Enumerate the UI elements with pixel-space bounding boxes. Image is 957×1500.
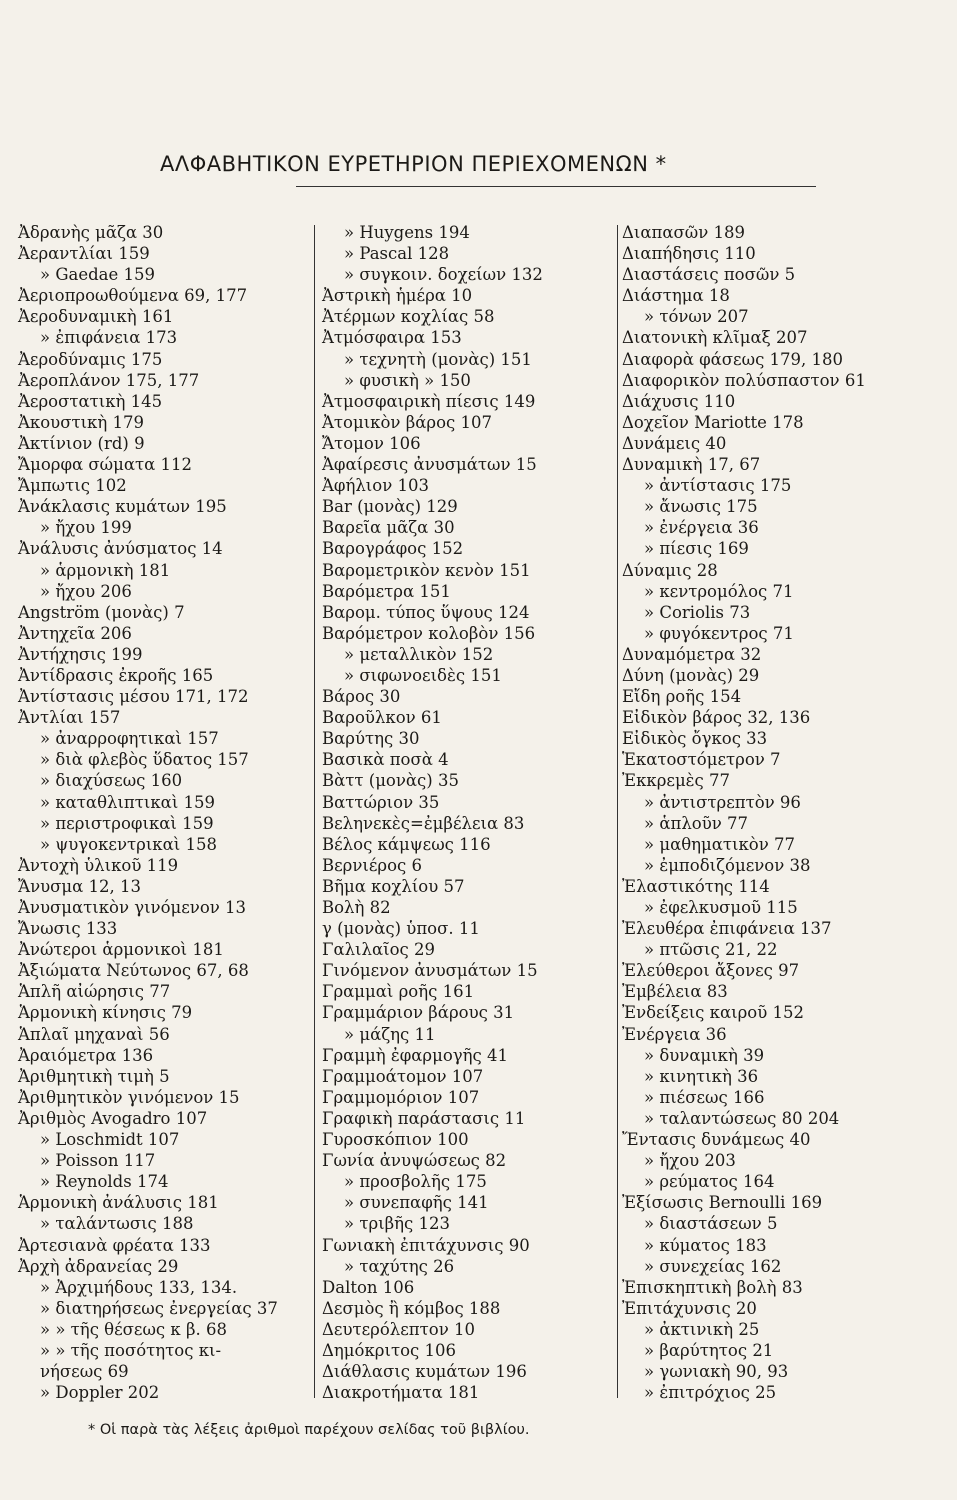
index-entry: Δευτερόλεπτον 10 — [322, 1319, 475, 1339]
index-entry: Ἀστρικὴ ἡμέρα 10 — [322, 286, 473, 306]
index-entry: » διατηρήσεως ἐνεργείας 37 — [40, 1298, 278, 1318]
index-entry: Ἐμβέλεια 83 — [622, 982, 728, 1002]
index-entry: Δοχεῖον Mariotte 178 — [622, 412, 804, 432]
index-entry: Ἀντίστασις μέσου 171, 172 — [18, 687, 249, 707]
index-entry: Ἐξίσωσις Bernoulli 169 — [622, 1193, 823, 1213]
index-entry: » » τῆς θέσεως κ β. 68 — [40, 1319, 227, 1339]
index-entry: Ἀνάλυσις ἀνύσματος 14 — [18, 539, 223, 559]
index-entry: Ἐκκρεμὲς 77 — [622, 771, 731, 791]
index-entry: Βασικὰ ποσὰ 4 — [322, 750, 449, 770]
index-entry: » Reynolds 174 — [40, 1172, 169, 1192]
index-entry: Ἀνυσματικὸν γινόμενον 13 — [18, 898, 247, 917]
index-entry: Διατονικὴ κλῖμαξ 207 — [622, 328, 808, 348]
index-entry: Ἀριθμητικὸν γινόμενον 15 — [18, 1087, 240, 1107]
index-entry: Ἀντοχὴ ὑλικοῦ 119 — [18, 855, 179, 875]
index-entry: γ (μονὰς) ὑποσ. 11 — [322, 919, 480, 939]
title-rule — [296, 186, 816, 187]
index-entry: » Coriolis 73 — [644, 602, 751, 622]
index-entry: Δεσμὸς ἢ κόμβος 188 — [322, 1298, 501, 1318]
index-entry: » φυγόκεντρος 71 — [644, 623, 794, 643]
index-entry: Ἀτμοσφαιρικὴ πίεσις 149 — [322, 391, 536, 411]
index-entry: Ἔντασις δυνάμεως 40 — [622, 1130, 811, 1150]
index-entry: Ἀτομικὸν βάρος 107 — [322, 412, 492, 432]
index-entry: Ἄνωσις 133 — [18, 919, 118, 939]
index-entry: » συγκοιν. δοχείων 132 — [344, 265, 543, 285]
index-entry: » πτῶσις 21, 22 — [644, 940, 778, 960]
index-entry: » διαστάσεων 5 — [644, 1214, 778, 1234]
index-entry: Διαπήδησις 110 — [622, 244, 756, 264]
index-entry: » διαχύσεως 160 — [40, 771, 183, 791]
index-entry: » πίεσις 169 — [644, 539, 749, 559]
index-entry: » ἤχου 199 — [40, 518, 132, 538]
index-entry: Ἐπισκηπτικὴ βολὴ 83 — [622, 1277, 803, 1297]
index-entry: Βάρος 30 — [322, 687, 401, 707]
index-entry: » ταχύτης 26 — [344, 1256, 455, 1276]
index-entry: Ἀεροδύναμις 175 — [18, 349, 163, 369]
index-entry: Ἀραιόμετρα 136 — [18, 1045, 154, 1065]
index-entry: Βαρόμετρον κολοβὸν 156 — [322, 623, 536, 643]
index-entry: Διαστάσεις ποσῶν 5 — [622, 265, 796, 285]
index-entry: Δυνάμεις 40 — [622, 433, 727, 453]
index-entry: » ἤχου 203 — [644, 1151, 736, 1171]
index-entry: » τεχνητὴ (μονὰς) 151 — [344, 349, 532, 369]
index-entry: Ἀτμόσφαιρα 153 — [322, 328, 462, 348]
index-entry: Δυναμόμετρα 32 — [622, 644, 762, 664]
index-entry: Ἀεριοπροωθούμενα 69, 177 — [18, 286, 248, 306]
column-divider — [617, 225, 618, 1398]
index-entry: Ἀκτίνιον (rd) 9 — [18, 433, 145, 453]
index-entry: » μαθηματικὸν 77 — [644, 834, 796, 854]
index-entry: » βαρύτητος 21 — [644, 1340, 774, 1360]
index-entry: Ἐπιτάχυνσις 20 — [622, 1298, 757, 1318]
index-entry: Γαλιλαῖος 29 — [322, 940, 436, 960]
index-entry: » Ἀρχιμήδους 133, 134. — [40, 1277, 238, 1297]
index-entry: » συνεχείας 162 — [644, 1256, 782, 1276]
index-entry: Γινόμενον ἀνυσμάτων 15 — [322, 961, 538, 981]
index-entry: Εἴδη ροῆς 154 — [622, 687, 742, 707]
index-entry: Ἀριθμητικὴ τιμὴ 5 — [18, 1066, 170, 1086]
index-entry: Ἁρμονικὴ κίνησις 79 — [18, 1003, 193, 1023]
index-entry: » σιφωνοειδὲς 151 — [344, 665, 502, 685]
index-entry: » » τῆς ποσότητος κι- — [40, 1340, 222, 1360]
index-entry: » γωνιακὴ 90, 93 — [644, 1362, 789, 1382]
index-entry: Βαρομ. τύπος ὕψους 124 — [322, 602, 530, 622]
index-entry: Διάθλασις κυμάτων 196 — [322, 1362, 527, 1382]
index-entry: Ἀρτεσιανὰ φρέατα 133 — [18, 1235, 211, 1255]
index-entry: » κύματος 183 — [644, 1235, 767, 1255]
index-entry: Ἑκατοστόμετρον 7 — [622, 750, 781, 770]
index-entry: Bar (μονὰς) 129 — [322, 497, 458, 517]
index-entry: Ἐνέργεια 36 — [622, 1024, 727, 1044]
index-entry: Ἀντίδρασις ἐκροῆς 165 — [18, 665, 214, 685]
index-entry: Εἰδικὸν βάρος 32, 136 — [622, 708, 811, 728]
index-entry: Ἐλευθέρα ἐπιφάνεια 137 — [622, 919, 832, 939]
index-entry: Ἀξιώματα Νεύτωνος 67, 68 — [18, 961, 249, 981]
index-entry: Βέλος κάμψεως 116 — [322, 834, 491, 854]
index-entry: » κεντρομόλος 71 — [644, 581, 794, 601]
index-entry: Ἀεροστατικὴ 145 — [18, 391, 163, 411]
index-entry: » προσβολῆς 175 — [344, 1172, 487, 1192]
index-entry: » Gaedae 159 — [40, 265, 156, 285]
index-entry: » ἐπιφάνεια 173 — [40, 328, 178, 348]
index-entry: Βαρεῖα μᾶζα 30 — [322, 518, 455, 538]
index-entry: » ἐμποδιζόμενον 38 — [644, 855, 811, 875]
index-entry: Βὰττ (μονὰς) 35 — [322, 771, 459, 791]
index-entry: Βερνιέρος 6 — [322, 855, 423, 875]
index-entry: » Poisson 117 — [40, 1151, 156, 1171]
index-entry: Γυροσκόπιον 100 — [322, 1130, 469, 1150]
index-entry: » Loschmidt 107 — [40, 1130, 180, 1150]
index-column-1 — [18, 222, 318, 1403]
index-entry: Διαφορὰ φάσεως 179, 180 — [622, 349, 844, 369]
index-entry: » ἀντιστρεπτὸν 96 — [644, 792, 801, 812]
index-entry: » ἐπιτρόχιος 25 — [644, 1383, 777, 1403]
index-entry: Ἄνυσμα 12, 13 — [18, 876, 142, 896]
index-entry: Γραμμαὶ ροῆς 161 — [322, 982, 475, 1002]
index-entry: Γραμμάριον βάρους 31 — [322, 1003, 515, 1023]
index-entry: Ἀκουστικὴ 179 — [18, 412, 144, 432]
index-entry: Ἐλαστικότης 114 — [622, 876, 770, 896]
index-entry: Ἀριθμὸς Avogadro 107 — [18, 1108, 208, 1128]
index-entry: Βαττώριον 35 — [322, 792, 440, 812]
index-entry: » συνεπαφῆς 141 — [344, 1193, 489, 1213]
index-entry: Ἁπλῆ αἰώρησις 77 — [18, 982, 171, 1002]
index-entry: » ψυγοκεντρικαὶ 158 — [40, 834, 217, 854]
index-entry: Βαρογράφος 152 — [322, 539, 464, 559]
index-entry: Βεληνεκὲς=ἐμβέλεια 83 — [322, 813, 525, 833]
index-entry: Ἀδρανὴς μᾶζα 30 — [18, 223, 164, 242]
index-entry: » φυσικὴ » 150 — [344, 370, 471, 390]
index-entry: Διαφορικὸν πολύσπαστον 61 — [622, 370, 866, 390]
index-entry: Βολὴ 82 — [322, 898, 391, 917]
index-entry: » ἄνωσις 175 — [644, 497, 758, 517]
index-entry: » ἐνέργεια 36 — [644, 518, 759, 538]
index-entry: Angström (μονὰς) 7 — [18, 602, 185, 622]
index-entry: Δυναμικὴ 17, 67 — [622, 455, 761, 475]
index-entry: Ἁπλαῖ μηχαναὶ 56 — [18, 1024, 170, 1044]
index-entry: » ἐφελκυσμοῦ 115 — [644, 898, 798, 917]
index-entry: » διὰ φλεβὸς ὕδατος 157 — [40, 750, 249, 770]
index-entry: » κινητικὴ 36 — [644, 1066, 759, 1086]
index-entry: » ἁρμονικὴ 181 — [40, 560, 171, 580]
index-entry: Ἀεροδυναμικὴ 161 — [18, 307, 174, 327]
index-column-3 — [622, 222, 947, 1403]
index-entry: Ἀφήλιον 103 — [322, 476, 429, 496]
index-entry: » ἀναρροφητικαὶ 157 — [40, 729, 219, 749]
index-entry: » ταλαντώσεως 80 204 — [644, 1108, 840, 1128]
index-entry: » ἁπλοῦν 77 — [644, 813, 749, 833]
index-entry: Ἀτέρμων κοχλίας 58 — [322, 307, 495, 327]
index-entry: Βαρομετρικὸν κενὸν 151 — [322, 560, 531, 580]
index-entry: Βαροῦλκον 61 — [322, 708, 442, 728]
index-entry: » μεταλλικὸν 152 — [344, 644, 494, 664]
index-entry: » Pascal 128 — [344, 244, 450, 264]
index-entry: » καταθλιπτικαὶ 159 — [40, 792, 216, 812]
index-column-2 — [322, 222, 617, 1403]
page-title: ΑΛΦΑΒΗΤΙΚΟΝ ΕΥΡΕΤΗΡΙΟΝ ΠΕΡΙΕΧΟΜΕΝΩΝ * — [160, 152, 667, 176]
index-entry: » τριβῆς 123 — [344, 1214, 451, 1234]
index-entry: Ἀεροπλάνον 175, 177 — [18, 370, 200, 390]
index-entry: Ἐνδείξεις καιροῦ 152 — [622, 1003, 804, 1023]
index-entry: Ἀντηχεῖα 206 — [18, 623, 132, 643]
index-entry: » ἤχου 206 — [40, 581, 132, 601]
index-entry: Γραμμομόριον 107 — [322, 1087, 480, 1107]
index-entry: » πιέσεως 166 — [644, 1087, 765, 1107]
index-entry: Βαρόμετρα 151 — [322, 581, 451, 601]
index-entry: » ἀκτινικὴ 25 — [644, 1319, 760, 1339]
index-entry: Ἀεραντλίαι 159 — [18, 244, 150, 264]
index-entry: Διάστημα 18 — [622, 286, 730, 306]
index-entry: » μάζης 11 — [344, 1024, 436, 1044]
index-entry: Γραμμὴ ἐφαρμογῆς 41 — [322, 1045, 509, 1065]
index-entry: » ταλάντωσις 188 — [40, 1214, 194, 1234]
index-entry: Ἁρμονικὴ ἀνάλυσις 181 — [18, 1193, 219, 1213]
index-entry: Ἀφαίρεσις ἀνυσμάτων 15 — [322, 455, 537, 475]
index-entry: Διακροτήματα 181 — [322, 1383, 480, 1403]
index-entry: » Doppler 202 — [40, 1383, 160, 1403]
index-entry: » δυναμικὴ 39 — [644, 1045, 765, 1065]
index-entry: Ἀρχὴ ἀδρανείας 29 — [18, 1256, 179, 1276]
index-entry: Ἀντήχησις 199 — [18, 644, 143, 664]
index-entry: Ἀνώτεροι ἁρμονικοὶ 181 — [18, 940, 224, 960]
index-entry: Εἰδικὸς ὄγκος 33 — [622, 729, 768, 749]
index-entry: » τόνων 207 — [644, 307, 749, 327]
index-entry: Ἄτομον 106 — [322, 433, 421, 453]
index-entry: Ἀνάκλασις κυμάτων 195 — [18, 497, 227, 517]
index-entry: Διαπασῶν 189 — [622, 223, 746, 242]
index-entry: » Huygens 194 — [344, 223, 470, 242]
index-entry: Γραμμοάτομον 107 — [322, 1066, 484, 1086]
index-entry: » ἀντίστασις 175 — [644, 476, 792, 496]
index-entry: Ἀντλίαι 157 — [18, 708, 121, 728]
index-entry: Γωνιακὴ ἐπιτάχυνσις 90 — [322, 1235, 530, 1255]
index-entry: » περιστροφικαὶ 159 — [40, 813, 214, 833]
index-entry: Γωνία ἀνυψώσεως 82 — [322, 1151, 507, 1171]
index-entry: νήσεως 69 — [40, 1362, 129, 1382]
footnote: * Οἱ παρὰ τὰς λέξεις ἀριθμοὶ παρέχουν σελίδας τοῦ βιβλίου. — [88, 1422, 530, 1438]
index-entry: Ἐλεύθεροι ἄξονες 97 — [622, 961, 800, 981]
index-entry: Δύνη (μονὰς) 29 — [622, 665, 760, 685]
index-entry: Ἄμπωτις 102 — [18, 476, 127, 496]
index-entry: Βῆμα κοχλίου 57 — [322, 876, 465, 896]
index-entry: Γραφικὴ παράστασις 11 — [322, 1108, 526, 1128]
index-entry: Dalton 106 — [322, 1277, 415, 1297]
index-entry: Δημόκριτος 106 — [322, 1340, 456, 1360]
index-entry: Ἄμορφα σώματα 112 — [18, 455, 192, 475]
index-entry: Βαρύτης 30 — [322, 729, 420, 749]
index-entry: Διάχυσις 110 — [622, 391, 736, 411]
index-entry: Δύναμις 28 — [622, 560, 718, 580]
index-entry: » ρεύματος 164 — [644, 1172, 775, 1192]
